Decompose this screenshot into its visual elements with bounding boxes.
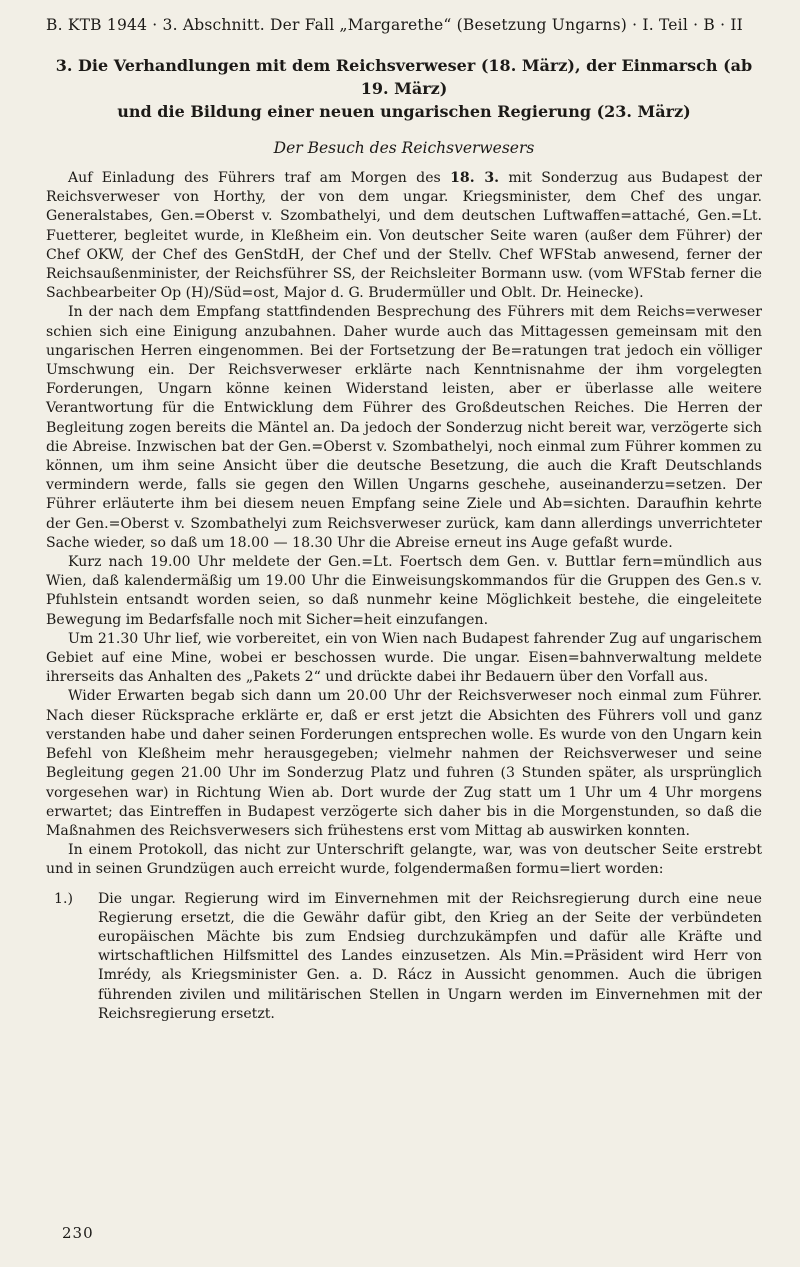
page-number: 230 bbox=[62, 1224, 94, 1242]
section-title-line-1: 3. Die Verhandlungen mit dem Reichsverweser (18. März), der Einmarsch (ab 19. März) bbox=[55, 56, 753, 98]
paragraph-2: In der nach dem Empfang stattfindenden Besprechung des Führers mit dem Reichs=verweser schien sich eine Einigung anzubahnen. Daher wurde auch das Mittagessen gemeinsam mit den ungarischen Herren eingenommen. Bei der Fortsetzung der Be=ratungen trat jedoch ein völliger Umschwung ein. Der Reichsverweser erklärte nach Kenntnisnahme der ihm vorgelegten Forderungen, Ungarn könne keinen Widerstand leisten, aber er überlasse alle weitere Verantwortung für die Entwicklung dem Führer des Großdeutschen Reiches. Die Herren der Begleitung zogen bereits die Mäntel an. Da jedoch der Sonderzug nicht bereit war, verzögerte sich die Abreise. Inzwischen bat der Gen.=Oberst v. Szombathelyi, noch einmal zum Führer kommen zu können, um ihm seine Ansicht über die deutsche Besetzung, die auch die Kraft Deutschlands vermindern werde, falls sie gegen den Willen Ungarns geschehe, auseinanderzu=setzen. Der Führer erläuterte ihm bei diesem neuen Empfang seine Ziele und Ab=sichten. Daraufhin kehrte der Gen.=Oberst v. Szombathelyi zum Reichsverweser zurück, kam dann allerdings unverrichteter Sache wieder, so daß um 18.00 — 18.30 Uhr die Abreise erneut ins Auge gefaßt wurde. bbox=[46, 304, 762, 551]
paragraph-1 bbox=[46, 169, 762, 303]
running-header: B. KTB 1944 · 3. Abschnitt. Der Fall „Margarethe“ (Besetzung Ungarns) · I. Teil · B · II bbox=[46, 16, 743, 34]
paragraph-6: In einem Protokoll, das nicht zur Unterschrift gelangte, war, was von deutscher Seite erstrebt und in seinen Grundzügen auch erreicht wurde, folgendermaßen formu=liert worden: bbox=[46, 842, 762, 878]
date-emphasis: 18. 3. bbox=[450, 170, 500, 186]
section-title bbox=[46, 54, 762, 123]
subheading: Der Besuch des Reichsverwesers bbox=[273, 139, 535, 157]
body-text bbox=[46, 169, 762, 880]
paragraph-5: Wider Erwarten begab sich dann um 20.00 Uhr der Reichsverweser noch einmal zum Führer. Nach dieser Rücksprache erklärte er, daß er erst jetzt die Absichten des Führers voll und ganz verstanden habe und daher seinen Forderungen entsprechen wolle. Es wurde von den Ungarn kein Befehl von Kleßheim mehr herausgegeben; vielmehr nahmen der Reichsverweser und seine Begleitung gegen 21.00 Uhr im Sonderzug Platz und fuhren (3 Stunden später, als ursprünglich vorgesehen war) in Richtung Wien ab. Dort wurde der Zug statt um 1 Uhr um 4 Uhr morgens erwartet; das Eintreffen in Budapest verzögerte sich daher bis in die Morgenstunden, so daß die Maßnahmen des Reichsverwesers sich frühestens erst vom Mittag ab auswirken konnten. bbox=[46, 688, 762, 839]
paragraph-1-rest: mit Sonderzug aus Budapest der Reichsverweser von Horthy, der von dem ungar. Kriegsminister, dem Chef des ungar. Generalstabes, Gen.=Oberst v. Szombathelyi, und dem deutschen Luftwaffen=attaché, Gen.=Lt. Fuetterer, begleitet wurde, in Kleßheim ein. Von deutscher Seite waren (außer dem Führer) der Chef OKW, der Chef des GenStdH, der Chef und der Stellv. Chef WFStab anwesend, ferner der Reichsaußenminister, der Reichsführer SS, der Reichsleiter Bormann usw. (vom WFStab ferner die Sachbearbeiter Op (H)/Süd=ost, Major d. G. Brudermüller und Oblt. Dr. Heinecke). bbox=[46, 170, 762, 302]
list-item bbox=[46, 890, 762, 1024]
paragraph-1-start: Auf Einladung des Führers traf am Morgen des bbox=[68, 170, 451, 186]
paragraph-4: Um 21.30 Uhr lief, wie vorbereitet, ein von Wien nach Budapest fahrender Zug auf ungarischem Gebiet auf eine Mine, wobei er beschossen wurde. Die ungar. Eisen=bahnverwaltung meldete ihrerseits das Anhalten des „Pakets 2“ und drückte dabei ihr Bedauern über den Vorfall aus. bbox=[46, 630, 762, 686]
paragraph-3: Kurz nach 19.00 Uhr meldete der Gen.=Lt. Foertsch dem Gen. v. Buttlar fern=mündlich aus Wien, daß kalendermäßig um 19.00 Uhr die Einweisungskommandos für die Gruppen des Gen.s v. Pfuhlstein entsandt worden seien, so daß nunmehr keine Möglichkeit bestehe, die eingeleitete Bewegung im Bedarfsfalle noch mit Sicher=heit einzufangen. bbox=[46, 554, 762, 628]
list-item-text: Die ungar. Regierung wird im Einvernehmen mit der Reichsregierung durch eine neue Regierung ersetzt, die die Gewähr dafür gibt, den Krieg an der Seite der verbündeten europäischen Mächte bis zum Endsieg durchzukämpfen und dafür alle Kräfte und wirtschaftlichen Hilfsmittel des Landes einzusetzen. Als Min.=Präsident wird Herr von Imrédy, als Kriegsminister Gen. a. D. Rácz in Aussicht genommen. Auch die übrigen führenden zivilen und militärischen Stellen in Ungarn werden im Einvernehmen mit der Reichsregierung ersetzt. bbox=[98, 890, 762, 1022]
list-item-number: 1.) bbox=[54, 890, 73, 907]
section-title-line-2: und die Bildung einer neuen ungarischen Regierung (23. März) bbox=[117, 102, 691, 121]
